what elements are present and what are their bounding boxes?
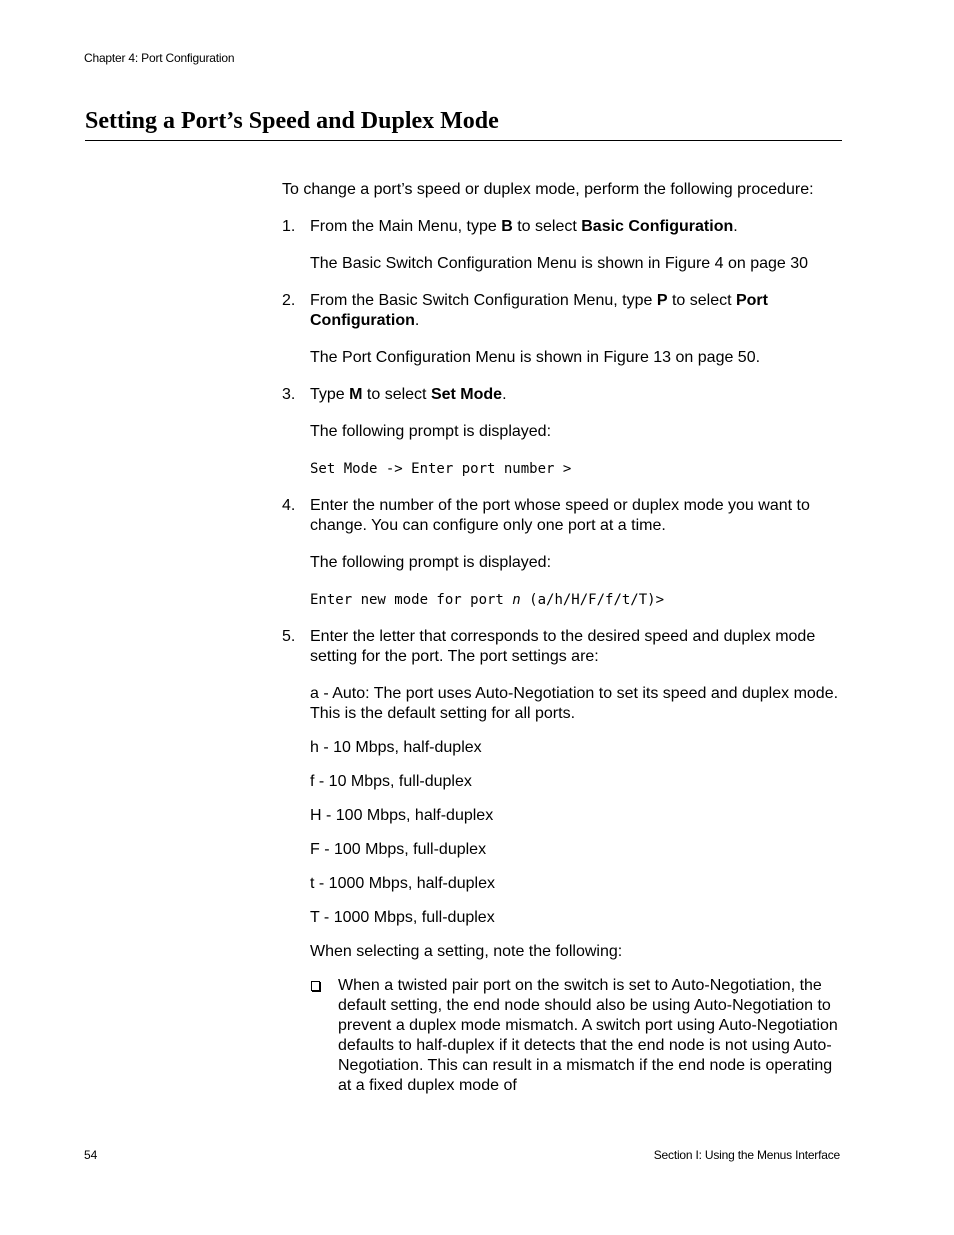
- mode-option: h - 10 Mbps, half-duplex: [310, 739, 482, 756]
- bullet-text: When a twisted pair port on the switch is set to Auto-Negotiation, the default setting, the end node should also be using Auto-Negotiation to prevent a duplex mode mismatch. A switch port using Auto-Negotiation defaults to half-duplex if it detects that the end node is not using Auto-Negotiation. This can result in a mismatch if the end node is operating at a fixed duplex mode of: [338, 977, 838, 1094]
- mode-option: F - 100 Mbps, full-duplex: [310, 841, 487, 858]
- mode-option: T - 1000 Mbps, full-duplex: [310, 909, 495, 926]
- step-text: From the Basic Switch Configuration Menu, type P to select Port Configuration.: [310, 292, 768, 329]
- step-number: 4.: [282, 497, 296, 514]
- step-text: From the Main Menu, type B to select Basic Configuration.: [310, 218, 738, 235]
- running-header: Chapter 4: Port Configuration: [84, 51, 235, 65]
- step-5: [282, 627, 844, 1096]
- mode-option: a - Auto: The port uses Auto-Negotiation to set its speed and duplex mode. This is the default setting for all ports.: [310, 685, 839, 722]
- step-text: Enter the number of the port whose speed or duplex mode you want to change. You can configure only one port at a time.: [310, 497, 810, 534]
- mode-option: t - 1000 Mbps, half-duplex: [310, 875, 495, 892]
- step-text: Enter the letter that corresponds to the desired speed and duplex mode setting for the port. The port settings are:: [310, 628, 816, 665]
- step-note: The Basic Switch Configuration Menu is shown in Figure 4 on page 30: [310, 255, 809, 272]
- command-prompt: Enter new mode for port n (a/h/H/F/f/t/T)>: [310, 592, 665, 608]
- page-number: 54: [84, 1148, 98, 1162]
- command-prompt: Set Mode -> Enter port number >: [310, 461, 572, 477]
- step-note: The following prompt is displayed:: [310, 423, 552, 440]
- step-number: 3.: [282, 386, 296, 403]
- step-number: 2.: [282, 292, 296, 309]
- running-footer: Section I: Using the Menus Interface: [653, 1148, 840, 1162]
- step-note: The following prompt is displayed:: [310, 554, 552, 571]
- step-number: 1.: [282, 218, 296, 235]
- list-item: [310, 976, 844, 1096]
- title-rule: [85, 140, 842, 141]
- body-content: [282, 180, 844, 1096]
- mode-option: f - 10 Mbps, full-duplex: [310, 773, 472, 790]
- step-4: [282, 496, 844, 610]
- step-number: 5.: [282, 628, 296, 645]
- step-1: [282, 217, 844, 274]
- step-3: [282, 385, 844, 479]
- step-note: When selecting a setting, note the following:: [310, 943, 623, 960]
- step-note: The Port Configuration Menu is shown in Figure 13 on page 50.: [310, 349, 761, 366]
- intro-paragraph: To change a port’s speed or duplex mode, perform the following procedure:: [282, 181, 814, 198]
- checkbox-bullet-icon: [311, 981, 320, 991]
- mode-option: H - 100 Mbps, half-duplex: [310, 807, 494, 824]
- section-title: Setting a Port’s Speed and Duplex Mode: [85, 108, 499, 134]
- step-text: Type M to select Set Mode.: [310, 386, 507, 403]
- step-2: [282, 291, 844, 368]
